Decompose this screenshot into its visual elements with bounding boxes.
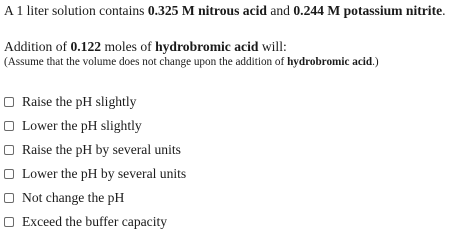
note-text: .)	[372, 56, 379, 68]
note-reagent: hydrobromic acid	[287, 56, 373, 68]
answer-option[interactable]	[4, 90, 186, 114]
prompt-text: Addition of	[4, 39, 71, 54]
option-label[interactable]: Exceed the buffer capacity	[22, 214, 168, 229]
option-checkbox[interactable]	[4, 97, 14, 107]
answer-option[interactable]	[4, 114, 186, 138]
option-label[interactable]: Lower the pH by several units	[22, 166, 187, 181]
stem-text: .	[442, 3, 446, 18]
moles-added: 0.122	[70, 39, 102, 54]
stem-text: A 1 liter solution contains	[4, 3, 148, 18]
option-checkbox[interactable]	[4, 145, 14, 155]
acid-concentration: 0.325 M nitrous acid	[147, 3, 267, 18]
answer-options	[4, 90, 186, 234]
answer-option[interactable]	[4, 210, 186, 234]
answer-option[interactable]	[4, 138, 186, 162]
option-label[interactable]: Raise the pH by several units	[22, 142, 181, 157]
option-label[interactable]: Not change the pH	[22, 190, 125, 205]
prompt-text: moles of	[101, 39, 156, 54]
option-checkbox[interactable]	[4, 193, 14, 203]
option-label[interactable]: Raise the pH slightly	[22, 94, 137, 109]
note-text: (Assume that the volume does not change upon the addition of	[4, 56, 288, 68]
prompt-text: will:	[258, 39, 287, 54]
question-prompt	[4, 38, 287, 56]
salt-concentration: 0.244 M potassium nitrite	[293, 3, 443, 18]
answer-option[interactable]	[4, 162, 186, 186]
option-label[interactable]: Lower the pH slightly	[22, 118, 142, 133]
stem-text: and	[266, 3, 294, 18]
added-reagent: hydrobromic acid	[155, 39, 259, 54]
option-checkbox[interactable]	[4, 217, 14, 227]
option-checkbox[interactable]	[4, 121, 14, 131]
question-stem	[4, 2, 446, 20]
answer-option[interactable]	[4, 186, 186, 210]
assumption-note	[4, 55, 379, 69]
option-checkbox[interactable]	[4, 169, 14, 179]
